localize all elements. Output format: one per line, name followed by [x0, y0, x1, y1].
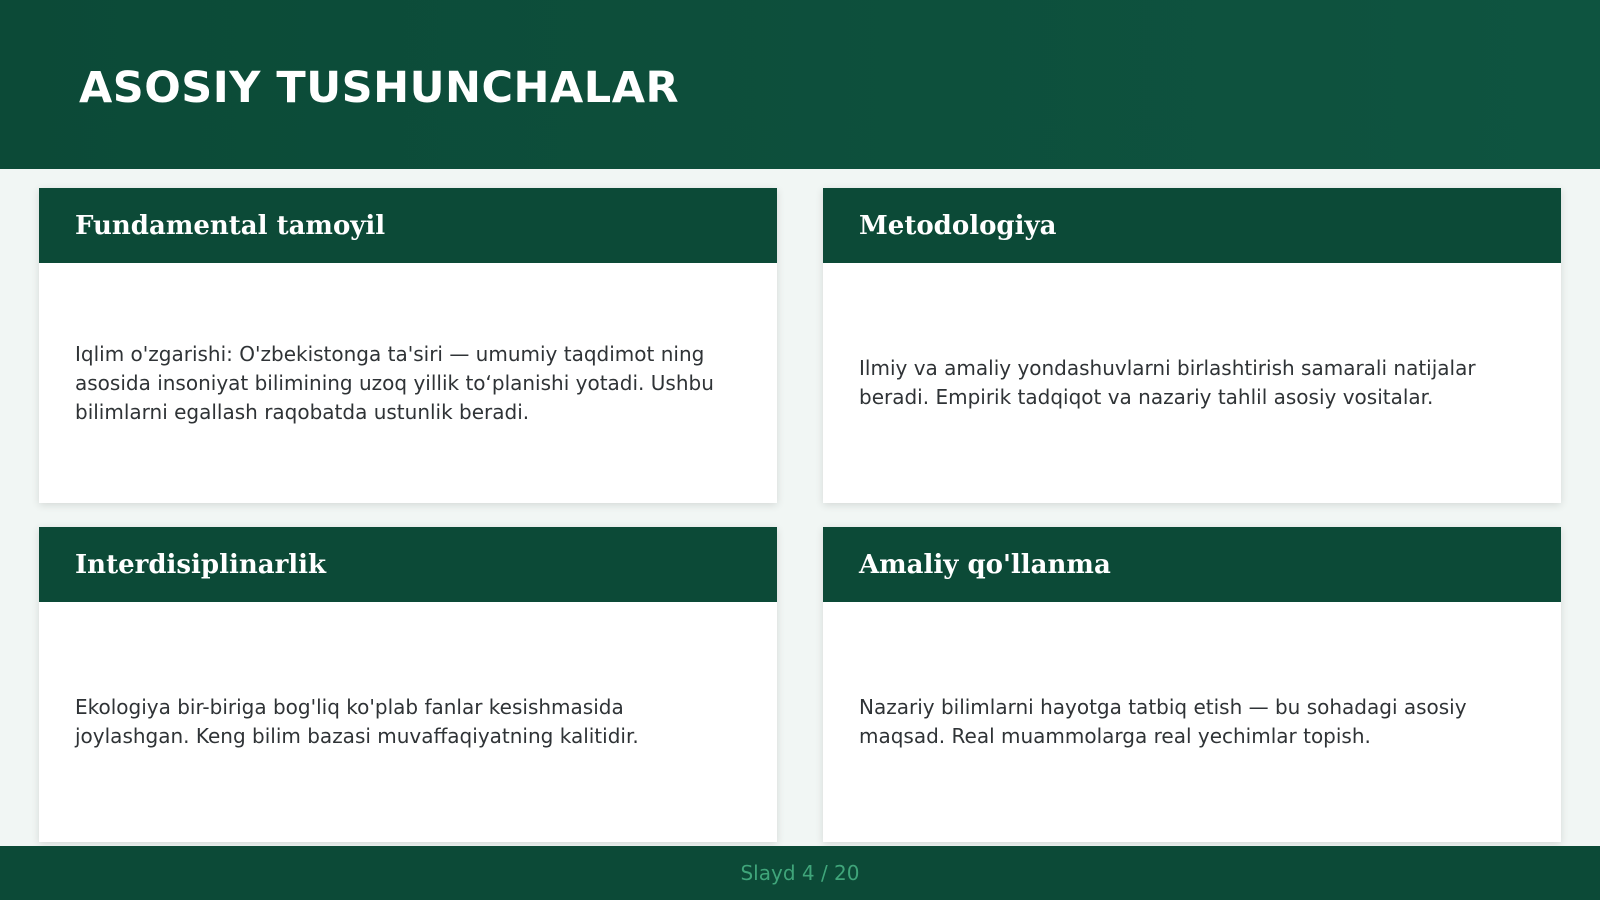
- slide-header: [0, 0, 1600, 169]
- card-title: Fundamental tamoyil: [75, 210, 386, 241]
- concept-card-methodology: [823, 188, 1561, 503]
- card-header: [39, 188, 777, 263]
- card-header: [39, 527, 777, 602]
- card-title: Interdisiplinarlik: [75, 549, 327, 580]
- card-header: [823, 188, 1561, 263]
- page-title: ASOSIY TUSHUNCHALAR: [79, 63, 680, 113]
- slide-counter: Slayd 4 / 20: [740, 861, 860, 885]
- slide-footer: [0, 846, 1600, 900]
- card-body: [39, 263, 777, 503]
- card-text: Nazariy bilimlarni hayotga tatbiq etish — bu sohadagi asosiy maqsad. Real muammolarga real yechimlar topish.: [859, 695, 1467, 748]
- card-title: Metodologiya: [859, 210, 1057, 241]
- concept-card-interdisciplinarity: [39, 527, 777, 842]
- concept-card-fundamental: [39, 188, 777, 503]
- card-body: [39, 602, 777, 842]
- card-body: [823, 602, 1561, 842]
- card-text: Ekologiya bir-biriga bog'liq ko'plab fanlar kesishmasida joylashgan. Keng bilim bazasi muvaffaqiyatning kalitidir.: [75, 695, 639, 748]
- card-title: Amaliy qo'llanma: [859, 549, 1111, 580]
- card-text: Iqlim o'zgarishi: O'zbekistonga ta'siri — umumiy taqdimot ning asosida insoniyat bilimining uzoq yillik toʻplanishi yotadi. Ushbu bilimlarni egallash raqobatda ustunlik beradi.: [75, 341, 714, 424]
- card-header: [823, 527, 1561, 602]
- card-text: Ilmiy va amaliy yondashuvlarni birlashtirish samarali natijalar beradi. Empirik tadqiqot va nazariy tahlil asosiy vositalar.: [859, 356, 1476, 409]
- card-body: [823, 263, 1561, 503]
- concept-card-practical-guide: [823, 527, 1561, 842]
